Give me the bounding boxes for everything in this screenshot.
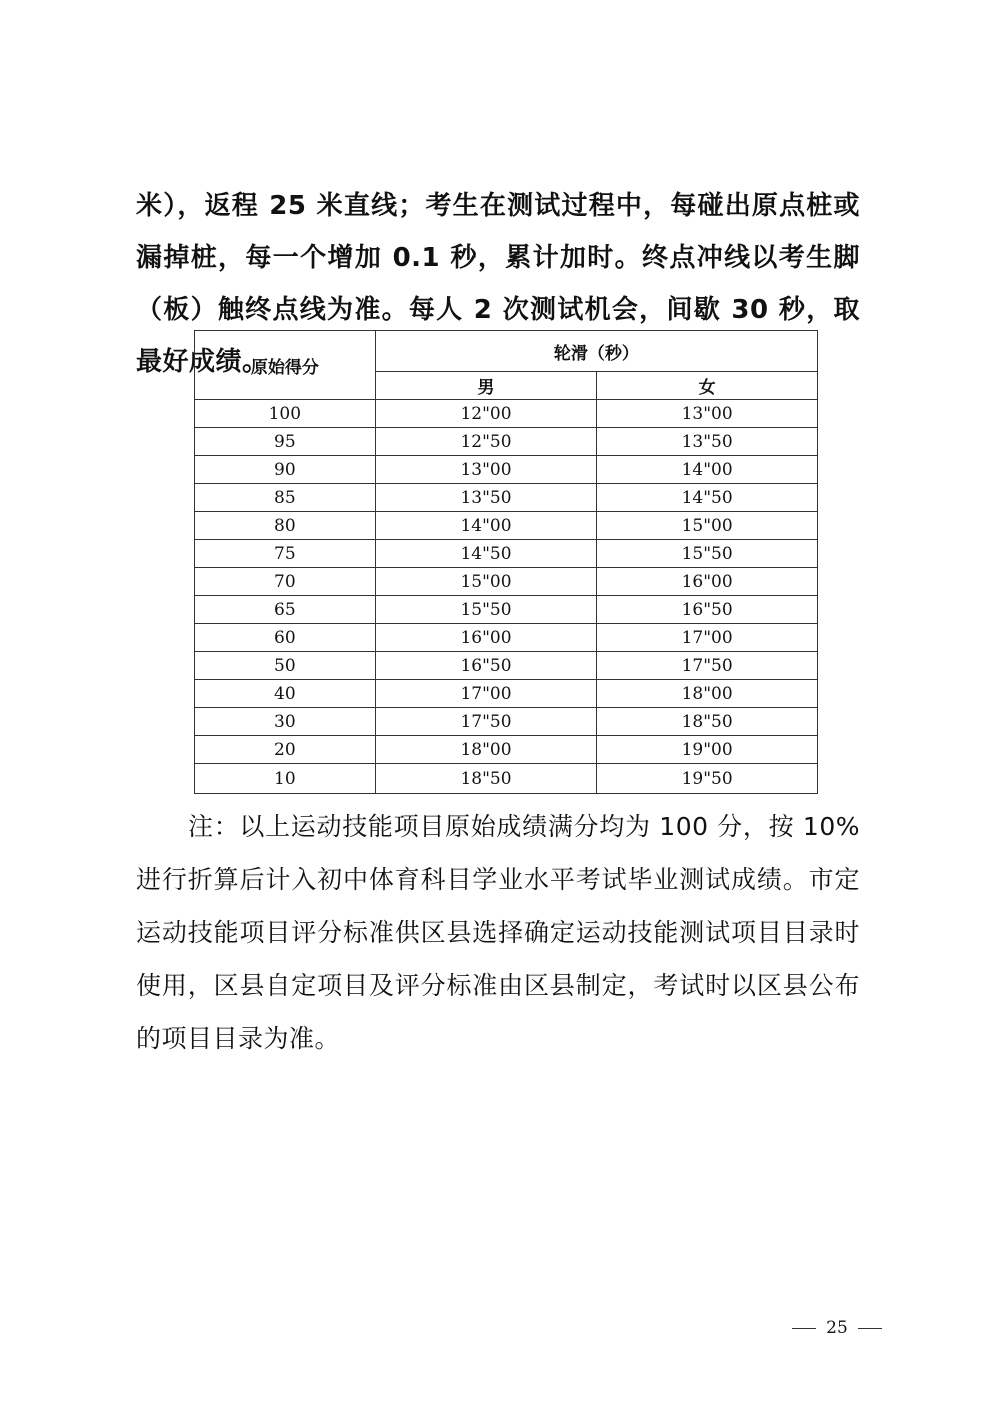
score-cell: 50 — [195, 652, 376, 680]
table-row — [195, 456, 818, 484]
female-time-cell: 19"50 — [597, 764, 818, 794]
col-male-header: 男 — [375, 372, 597, 400]
table-row — [195, 400, 818, 428]
female-time-cell: 17"00 — [597, 624, 818, 652]
table-body — [195, 400, 818, 794]
col-score-header: 原始得分 — [195, 331, 376, 400]
female-time-cell: 19"00 — [597, 736, 818, 764]
roller-skating-score-table — [194, 330, 818, 794]
score-cell: 40 — [195, 680, 376, 708]
female-time-cell: 18"00 — [597, 680, 818, 708]
table-row — [195, 484, 818, 512]
female-time-cell: 16"50 — [597, 596, 818, 624]
female-time-cell: 15"00 — [597, 512, 818, 540]
table-row — [195, 764, 818, 794]
score-cell: 70 — [195, 568, 376, 596]
page-number: 25 — [826, 1318, 848, 1338]
score-cell: 90 — [195, 456, 376, 484]
table-row — [195, 736, 818, 764]
table-row — [195, 652, 818, 680]
male-time-cell: 17"50 — [375, 708, 597, 736]
table-row — [195, 680, 818, 708]
male-time-cell: 15"00 — [375, 568, 597, 596]
male-time-cell: 13"50 — [375, 484, 597, 512]
intro-paragraph: 米），返程 25 米直线；考生在测试过程中，每碰出原点桩或漏掉桩，每一个增加 0.1 秒，累计加时。终点冲线以考生脚（板）触终点线为准。每人 2 次测试机会，间歇 30 秒，取最好成绩。 — [136, 191, 860, 377]
group-header: 轮滑（秒） — [375, 331, 817, 372]
page-footer — [792, 1318, 882, 1338]
female-time-cell: 18"50 — [597, 708, 818, 736]
male-time-cell: 12"50 — [375, 428, 597, 456]
note-paragraph: 注：以上运动技能项目原始成绩满分均为 100 分，按 10%进行折算后计入初中体育科目学业水平考试毕业测试成绩。市定运动技能项目评分标准供区县选择确定运动技能测试项目目录时使用，区县自定项目及评分标准由区县制定，考试时以区县公布的项目目录为准。 — [136, 812, 860, 1053]
male-time-cell: 12"00 — [375, 400, 597, 428]
female-time-cell: 15"50 — [597, 540, 818, 568]
male-time-cell: 17"00 — [375, 680, 597, 708]
female-time-cell: 17"50 — [597, 652, 818, 680]
table-row — [195, 596, 818, 624]
male-time-cell: 18"00 — [375, 736, 597, 764]
table-row — [195, 428, 818, 456]
male-time-cell: 16"00 — [375, 624, 597, 652]
table-row — [195, 568, 818, 596]
score-cell: 20 — [195, 736, 376, 764]
score-cell: 80 — [195, 512, 376, 540]
score-cell: 100 — [195, 400, 376, 428]
right-dash — [858, 1328, 882, 1329]
score-cell: 30 — [195, 708, 376, 736]
male-time-cell: 13"00 — [375, 456, 597, 484]
male-time-cell: 18"50 — [375, 764, 597, 794]
score-cell: 95 — [195, 428, 376, 456]
table-row — [195, 512, 818, 540]
female-time-cell: 14"50 — [597, 484, 818, 512]
male-time-cell: 15"50 — [375, 596, 597, 624]
table-row — [195, 624, 818, 652]
male-time-cell: 14"00 — [375, 512, 597, 540]
female-time-cell: 14"00 — [597, 456, 818, 484]
score-cell: 60 — [195, 624, 376, 652]
score-cell: 10 — [195, 764, 376, 794]
female-time-cell: 13"00 — [597, 400, 818, 428]
left-dash — [792, 1328, 816, 1329]
female-time-cell: 13"50 — [597, 428, 818, 456]
score-cell: 75 — [195, 540, 376, 568]
col-female-header: 女 — [597, 372, 818, 400]
score-cell: 65 — [195, 596, 376, 624]
table-row — [195, 708, 818, 736]
male-time-cell: 16"50 — [375, 652, 597, 680]
score-cell: 85 — [195, 484, 376, 512]
table-row — [195, 540, 818, 568]
female-time-cell: 16"00 — [597, 568, 818, 596]
male-time-cell: 14"50 — [375, 540, 597, 568]
